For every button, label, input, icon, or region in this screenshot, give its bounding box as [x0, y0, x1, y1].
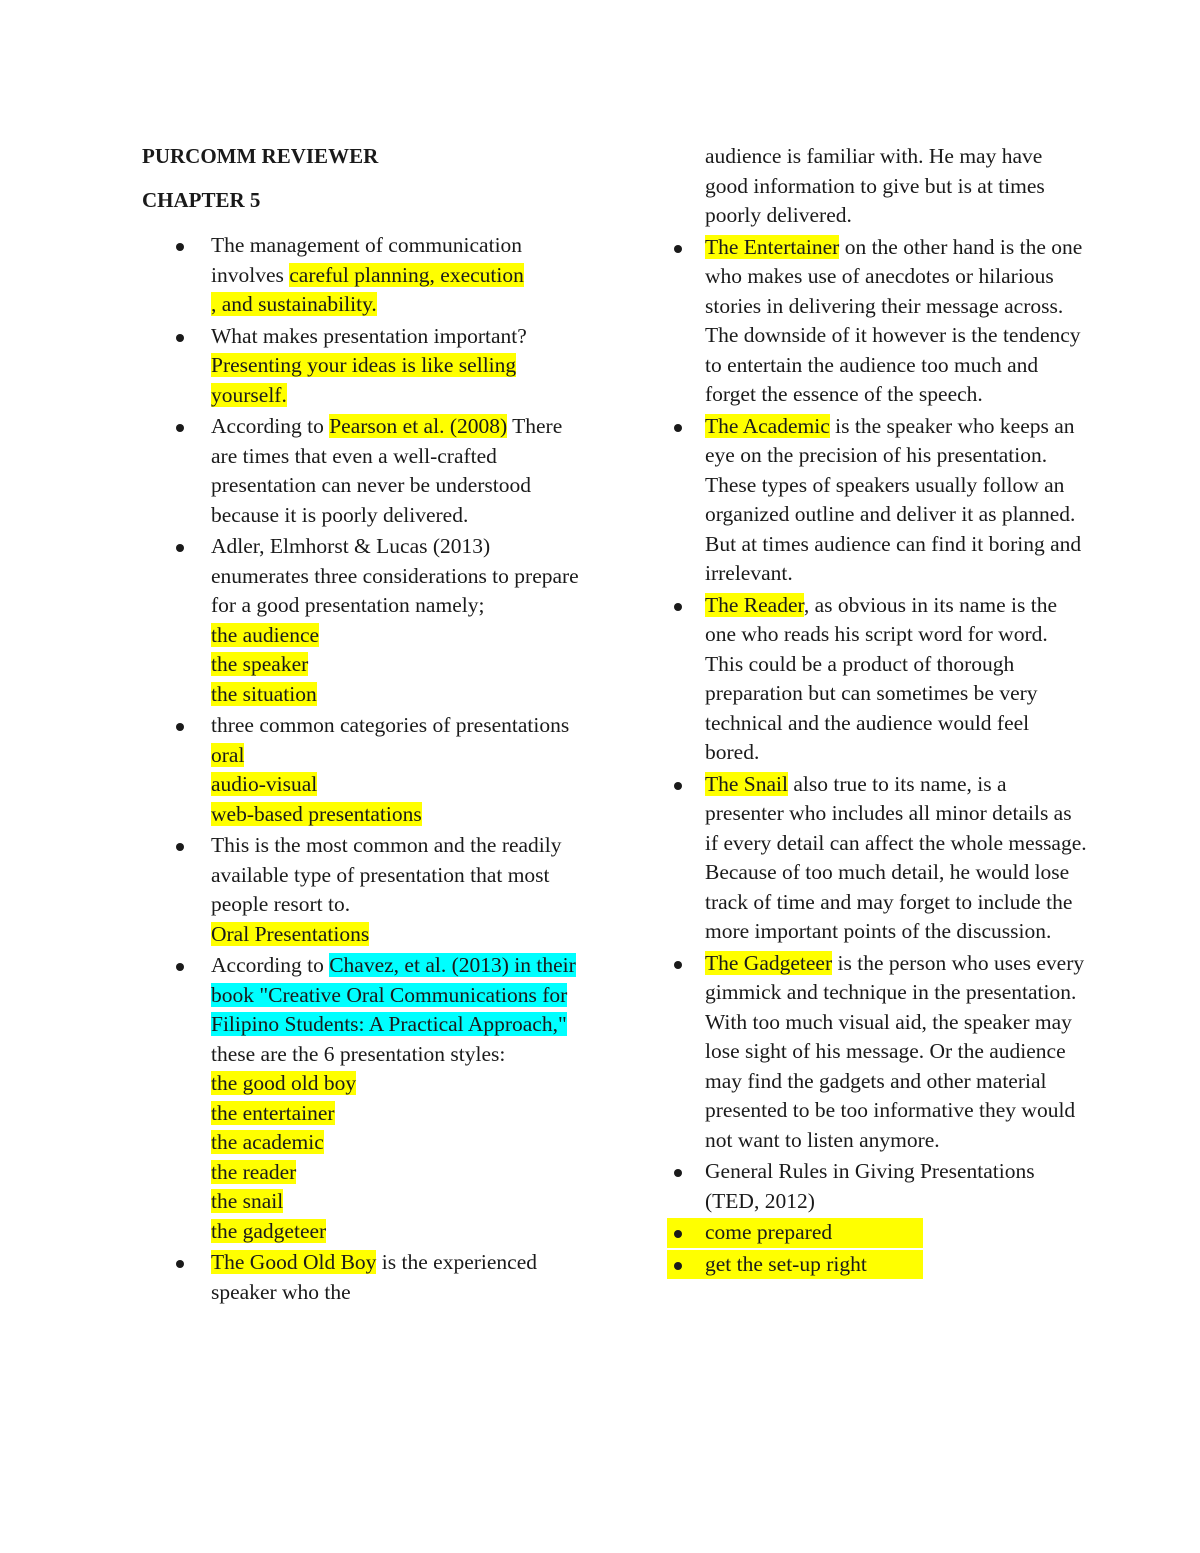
bullet-icon: [176, 544, 184, 552]
bullet-item: According to Pearson et al. (2008) There are times that even a well-crafted presentation can never be understood because it is poorly delivered.: [142, 412, 582, 530]
sub-list-line: the situation: [211, 681, 317, 706]
sub-list-line: the speaker: [211, 652, 309, 676]
bullet-icon: [176, 243, 184, 251]
highlighted-text: The Reader: [705, 592, 804, 617]
bullet-item: What makes presentation important? Presenting your ideas is like selling yourself.: [142, 322, 582, 411]
bullet-item: According to Chavez, et al. (2013) in their book "Creative Oral Communications for Filipino Students: A Practical Approach," these are the 6 presentation styles: the good old boy the entertainer the academic the reader the snail the gadgeteer: [142, 951, 582, 1246]
highlighted-text: careful planning, execution: [289, 262, 524, 287]
continued-paragraph: audience is familiar with. He may have good information to give but is at times poorly delivered.: [705, 144, 1045, 227]
left-column: [142, 231, 582, 1309]
chapter-heading: CHAPTER 5: [142, 188, 261, 212]
sub-list-line: oral: [211, 742, 245, 767]
bullet-icon: [674, 424, 682, 432]
highlighted-text: The Entertainer: [705, 234, 840, 259]
sub-list-line: Oral Presentations: [211, 921, 370, 946]
highlighted-text: The Gadgeteer: [705, 950, 833, 975]
sub-list-line: the entertainer: [211, 1100, 335, 1125]
bullet-item: The Snail also true to its name, is a presenter who includes all minor details as if every detail can affect the whole message. Because of too much detail, he would lose track of time and may forget to include the more important points of the discussion.: [667, 770, 1087, 947]
highlighted-text: Presenting your ideas is like selling yourself.: [211, 353, 517, 407]
cyan-highlighted-text: Chavez, et al. (2013) in their book "Creative Oral Communications for Filipino Students: A Practical Approach,": [211, 953, 576, 1036]
bullet-icon: [674, 1230, 682, 1238]
bullet-item: The Academic is the speaker who keeps an eye on the precision of his presentation. These types of speakers usually follow an organized outline and deliver it as planned. But at times audience can find it boring and irrelevant.: [667, 412, 1087, 589]
bullet-item: three common categories of presentations oral audio-visual web-based presentations: [142, 711, 582, 829]
bullet-item: Adler, Elmhorst & Lucas (2013) enumerates three considerations to prepare for a good presentation namely; the audience the speaker the situation: [142, 532, 582, 709]
bullet-item: The Gadgeteer is the person who uses every gimmick and technique in the presentation. With too much visual aid, the speaker may lose sight of his message. Or the audience may find the gadgets and other material presented to be too informative they would not want to listen anymore.: [667, 949, 1087, 1156]
bullet-icon: [674, 603, 682, 611]
bullet-icon: [176, 723, 184, 731]
highlighted-text: The Snail: [705, 771, 788, 796]
bullet-item: The Entertainer on the other hand is the one who makes use of anecdotes or hilarious stories in delivering their message across. The downside of it however is the tendency to entertain the audience too much and forget the essence of the speech.: [667, 233, 1087, 410]
bullet-item: The management of communication involves careful planning, execution , and sustainability.: [142, 231, 582, 320]
sub-list-line: the good old boy: [211, 1071, 357, 1095]
bullet-icon: [176, 843, 184, 851]
highlighted-text: The Academic: [705, 413, 830, 438]
right-column: [667, 142, 1087, 1281]
sub-list-line: audio-visual: [211, 772, 318, 796]
highlighted-text: Pearson et al. (2008): [329, 414, 508, 438]
sub-list-line: the reader: [211, 1159, 297, 1184]
sub-list-line: the gadgeteer: [211, 1218, 327, 1243]
bullet-item: The Good Old Boy is the experienced speaker who the: [142, 1248, 582, 1307]
bullet-icon: [674, 961, 682, 969]
sub-list-line: the audience: [211, 622, 320, 647]
bullet-icon: [176, 963, 184, 971]
bullet-icon: [176, 1260, 184, 1268]
highlighted-bullet-item: get the set-up right: [667, 1250, 923, 1280]
highlighted-text: The Good Old Boy: [211, 1250, 377, 1274]
highlighted-text: , and sustainability.: [211, 292, 377, 316]
bullet-item: General Rules in Giving Presentations (TED, 2012): [667, 1157, 1087, 1216]
highlighted-bullet-item: come prepared: [667, 1218, 923, 1248]
sub-list-line: the snail: [211, 1189, 284, 1213]
bullet-item: This is the most common and the readily available type of presentation that most people resort to. Oral Presentations: [142, 831, 582, 949]
bullet-icon: [674, 1262, 682, 1270]
bullet-icon: [674, 1169, 682, 1177]
bullet-item: The Reader, as obvious in its name is the one who reads his script word for word. This could be a product of thorough preparation but can sometimes be very technical and the audience would feel bored.: [667, 591, 1087, 768]
bullet-icon: [176, 424, 184, 432]
document-title: PURCOMM REVIEWER: [142, 144, 379, 168]
bullet-icon: [674, 782, 682, 790]
bullet-icon: [674, 245, 682, 253]
sub-list-line: the academic: [211, 1130, 324, 1154]
sub-list-line: web-based presentations: [211, 801, 422, 826]
bullet-icon: [176, 334, 184, 342]
